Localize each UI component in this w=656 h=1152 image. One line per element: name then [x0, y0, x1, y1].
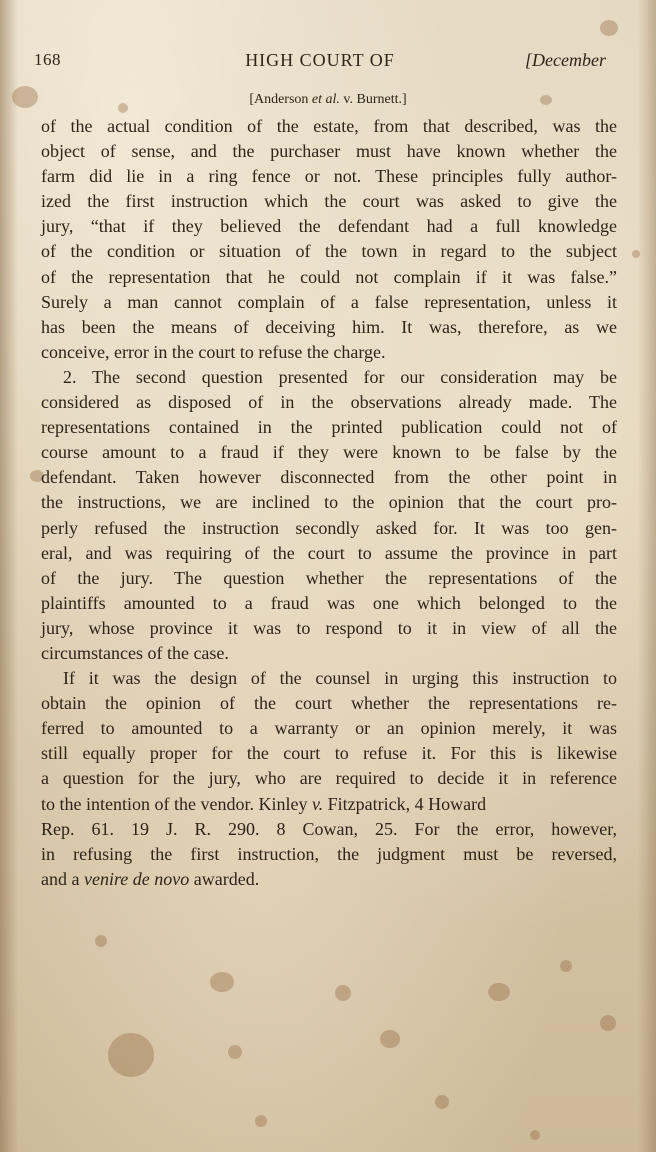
text-line: of the actual condition of the estate, from that described, was the: [41, 116, 617, 136]
foxing-spot: [95, 935, 107, 947]
citation-rest: Fitzpatrick, 4 Howard: [323, 793, 487, 814]
foxing-spot: [600, 20, 618, 36]
foxing-spot: [380, 1030, 400, 1048]
case-title-etal: et al.: [311, 92, 340, 107]
foxing-spot: [560, 960, 572, 972]
case-title-open: [Anderson: [249, 92, 312, 107]
text-line: of the representation that he could not complain if it was false.”: [41, 266, 617, 287]
text-line: conceive, error in the court to refuse the charge.: [41, 341, 386, 362]
citation-text: to the intention of the vendor. Kinley: [41, 793, 312, 814]
text-line: defendant. Taken however disconnected from the other point in: [41, 467, 617, 488]
text-line: [41, 792, 617, 817]
text-line: still equally proper for the court to refuse it. For this is likewise: [41, 743, 617, 764]
foxing-spot: [210, 972, 234, 992]
text-line: object of sense, and the purchaser must have known whether the: [41, 141, 617, 162]
section-label: [December: [525, 50, 606, 70]
page-edge-left: [0, 0, 18, 1152]
text-line: obtain the opinion of the court whether the representations re-: [41, 693, 617, 714]
text-line: Surely a man cannot complain of a false representation, unless it: [41, 291, 617, 312]
text-line: ferred to amounted to a warranty or an opinion merely, it was: [41, 718, 617, 739]
text-line: considered as disposed of in the observations already made. The: [41, 392, 617, 413]
foxing-spot: [632, 250, 640, 258]
text-line: in refusing the first instruction, the judgment must be reversed,: [41, 843, 617, 864]
case-title-v: v.: [339, 92, 357, 107]
foxing-spot: [335, 985, 351, 1001]
page-edge-right: [638, 0, 656, 1152]
foxing-spot: [600, 1015, 616, 1031]
text-line: jury, whose province it was to respond to it in view of all the: [41, 617, 617, 638]
closing-text: and a: [41, 868, 84, 889]
text-line: farm did lie in a ring fence or not. These principles fully author-: [41, 166, 617, 187]
text-line: perly refused the instruction secondly asked for. It was too gen-: [41, 517, 617, 538]
text-line: of the condition or situation of the town in regard to the subject: [41, 241, 617, 262]
text-line: If it was the design of the counsel in urging this instruction to: [63, 668, 617, 689]
foxing-spot: [228, 1045, 242, 1059]
text-line: a question for the jury, who are required to decide it in reference: [41, 768, 617, 789]
text-line: ized the first instruction which the court was asked to give the: [41, 191, 617, 212]
page-number: 168: [34, 50, 61, 69]
text-line: plaintiffs amounted to a fraud was one which belonged to the: [41, 592, 617, 613]
text-line: circumstances of the case.: [41, 642, 229, 663]
foxing-spot: [435, 1095, 449, 1109]
text-line: Rep. 61. 19 J. R. 290. 8 Cowan, 25. For the error, however,: [41, 818, 617, 839]
case-title: [0, 92, 656, 108]
text-line: the instructions, we are inclined to the opinion that the court pro-: [41, 492, 617, 513]
text-line: has been the means of deceiving him. It was, therefore, as we: [41, 316, 617, 337]
running-head: HIGH COURT OF: [245, 50, 395, 70]
foxing-spot: [255, 1115, 267, 1127]
case-title-close: Burnett.]: [356, 92, 407, 107]
text-line: of the jury. The question whether the representations of the: [41, 567, 617, 588]
foxing-spot: [108, 1033, 154, 1077]
text-line: eral, and was requiring of the court to assume the province in part: [41, 542, 617, 563]
text-line: course amount to a fraud if they were known to be false by the: [41, 442, 617, 463]
text-line: representations contained in the printed publication could not of: [41, 417, 617, 438]
closing-latin: venire de novo: [83, 868, 190, 889]
text-line: 2. The second question presented for our consideration may be: [63, 366, 617, 387]
foxing-spot: [488, 983, 510, 1001]
body-text: [41, 114, 617, 892]
citation-versus: v.: [311, 793, 324, 814]
foxing-spot: [530, 1130, 540, 1140]
text-line: jury, “that if they believed the defendant had a full knowledge: [41, 216, 617, 237]
text-line: [41, 867, 617, 892]
page-header: [34, 50, 606, 74]
closing-end: awarded.: [189, 868, 260, 889]
